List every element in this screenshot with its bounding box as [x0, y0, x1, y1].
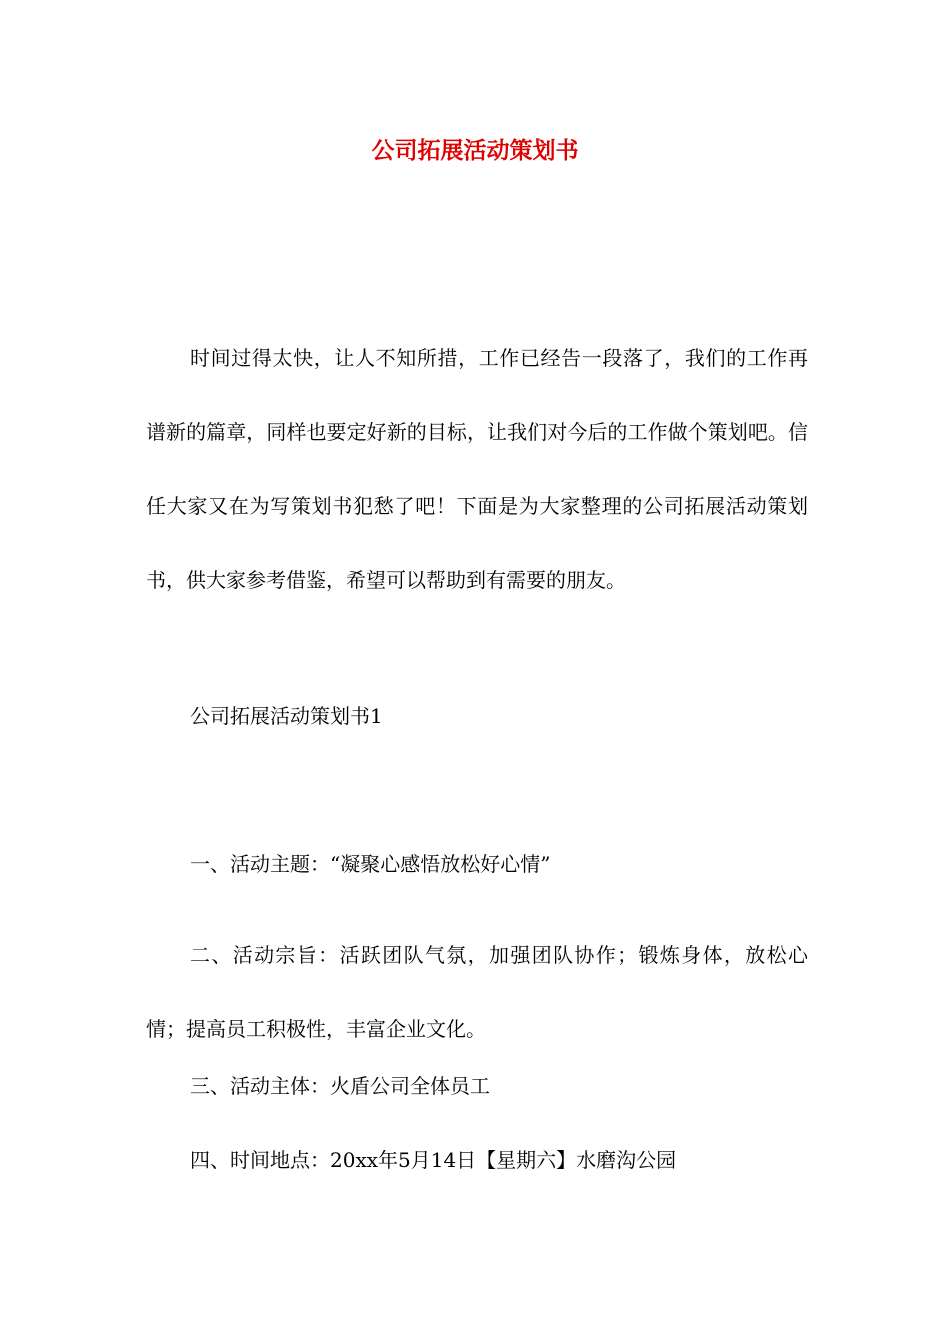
item-participants: 三、活动主体：火盾公司全体员工 [190, 1074, 490, 1098]
document-title: 公司拓展活动策划书 [371, 137, 579, 164]
item-time-place: 四、时间地点：20xx年5月14日【星期六】水磨沟公园 [190, 1148, 677, 1172]
item-theme: 一、活动主题：“凝聚心感悟放松好心情” [190, 852, 551, 876]
section-heading: 公司拓展活动策划书1 [190, 704, 383, 728]
item-purpose: 二、活动宗旨：活跃团队气氛，加强团队协作；锻炼身体，放松心情；提高员工积极性，丰富企业文化。 [146, 943, 808, 1041]
intro-paragraph: 时间过得太快，让人不知所措，工作已经告一段落了，我们的工作再谱新的篇章，同样也要定好新的目标，让我们对今后的工作做个策划吧。信任大家又在为写策划书犯愁了吧！下面是为大家整理的公司拓展活动策划书，供大家参考借鉴，希望可以帮助到有需要的朋友。 [146, 346, 808, 592]
